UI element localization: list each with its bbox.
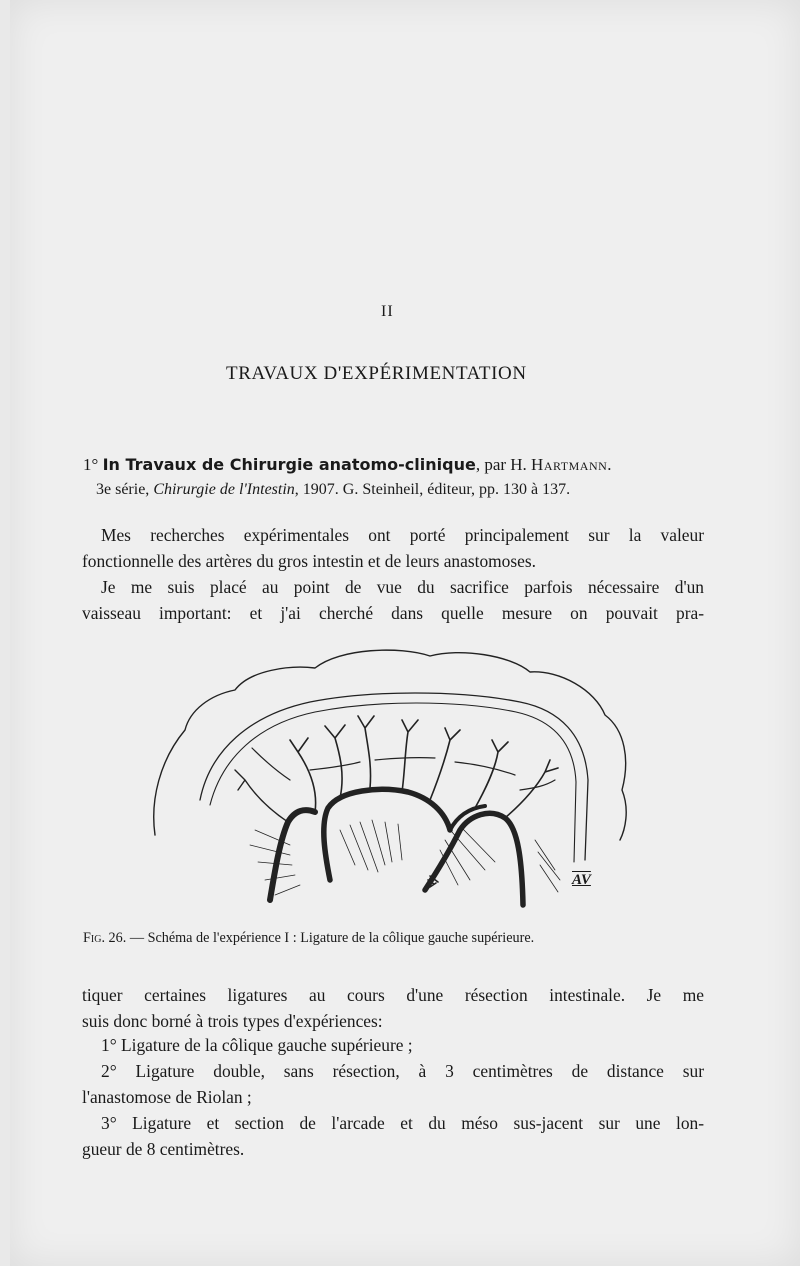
colon-arteries-drawing [140, 640, 640, 915]
paragraph-1 [82, 522, 704, 574]
paragraph-2 [82, 574, 704, 626]
reference-series: 3e série, [96, 481, 154, 498]
reference-line-1 [83, 455, 612, 475]
reference-index: 1° [83, 455, 103, 474]
paragraph-line: Je me suis placé au point de vue du sacrifice parfois nécessaire d'un [101, 577, 704, 597]
paragraph-line: vaisseau important: et j'ai cherché dans quelle mesure on pouvait pra- [82, 603, 704, 623]
paragraph-line: tiquer certaines ligatures au cours d'une résection intestinale. Je me [82, 985, 704, 1005]
reference-publisher: , 1907. G. Steinheil, éditeur, pp. 130 à 137. [294, 481, 571, 498]
paragraph-line: fonctionnelle des artères du gros intestin et de leurs anastomoses. [82, 551, 536, 571]
reference-by: , par H. [475, 455, 532, 474]
paragraph-3 [82, 982, 704, 1034]
list-item-continuation: gueur de 8 centimètres. [82, 1139, 245, 1159]
experiment-list [82, 1032, 704, 1162]
document-page [10, 0, 800, 1266]
figure-caption-text: — Schéma de l'expérience I : Ligature de la côlique gauche supérieure. [126, 930, 535, 946]
figure-caption [83, 930, 534, 947]
list-item: 1° Ligature de la côlique gauche supérieure ; [101, 1035, 413, 1055]
section-number: II [381, 303, 394, 320]
list-item: 3° Ligature et section de l'arcade et du méso sus-jacent sur une lon- [101, 1113, 704, 1133]
paragraph-line: Mes recherches expérimentales ont porté principalement sur la valeur [101, 525, 704, 545]
figure-26-anatomical-diagram [140, 640, 640, 915]
reference-work: Chirurgie de l'Intestin [153, 481, 295, 498]
list-item-continuation: l'anastomose de Riolan ; [82, 1087, 252, 1107]
reference-author: Hartmann. [531, 455, 613, 474]
reference-title: In Travaux de Chirurgie anatomo-clinique [102, 455, 476, 474]
figure-signature: AV [572, 872, 591, 888]
section-title: TRAVAUX D'EXPÉRIMENTATION [226, 363, 527, 384]
paragraph-line: suis donc borné à trois types d'expériences: [82, 1011, 383, 1031]
reference-line-2 [96, 481, 570, 499]
list-item: 2° Ligature double, sans résection, à 3 centimètres de distance sur [101, 1061, 704, 1081]
figure-caption-label: Fig. 26. [83, 930, 127, 946]
